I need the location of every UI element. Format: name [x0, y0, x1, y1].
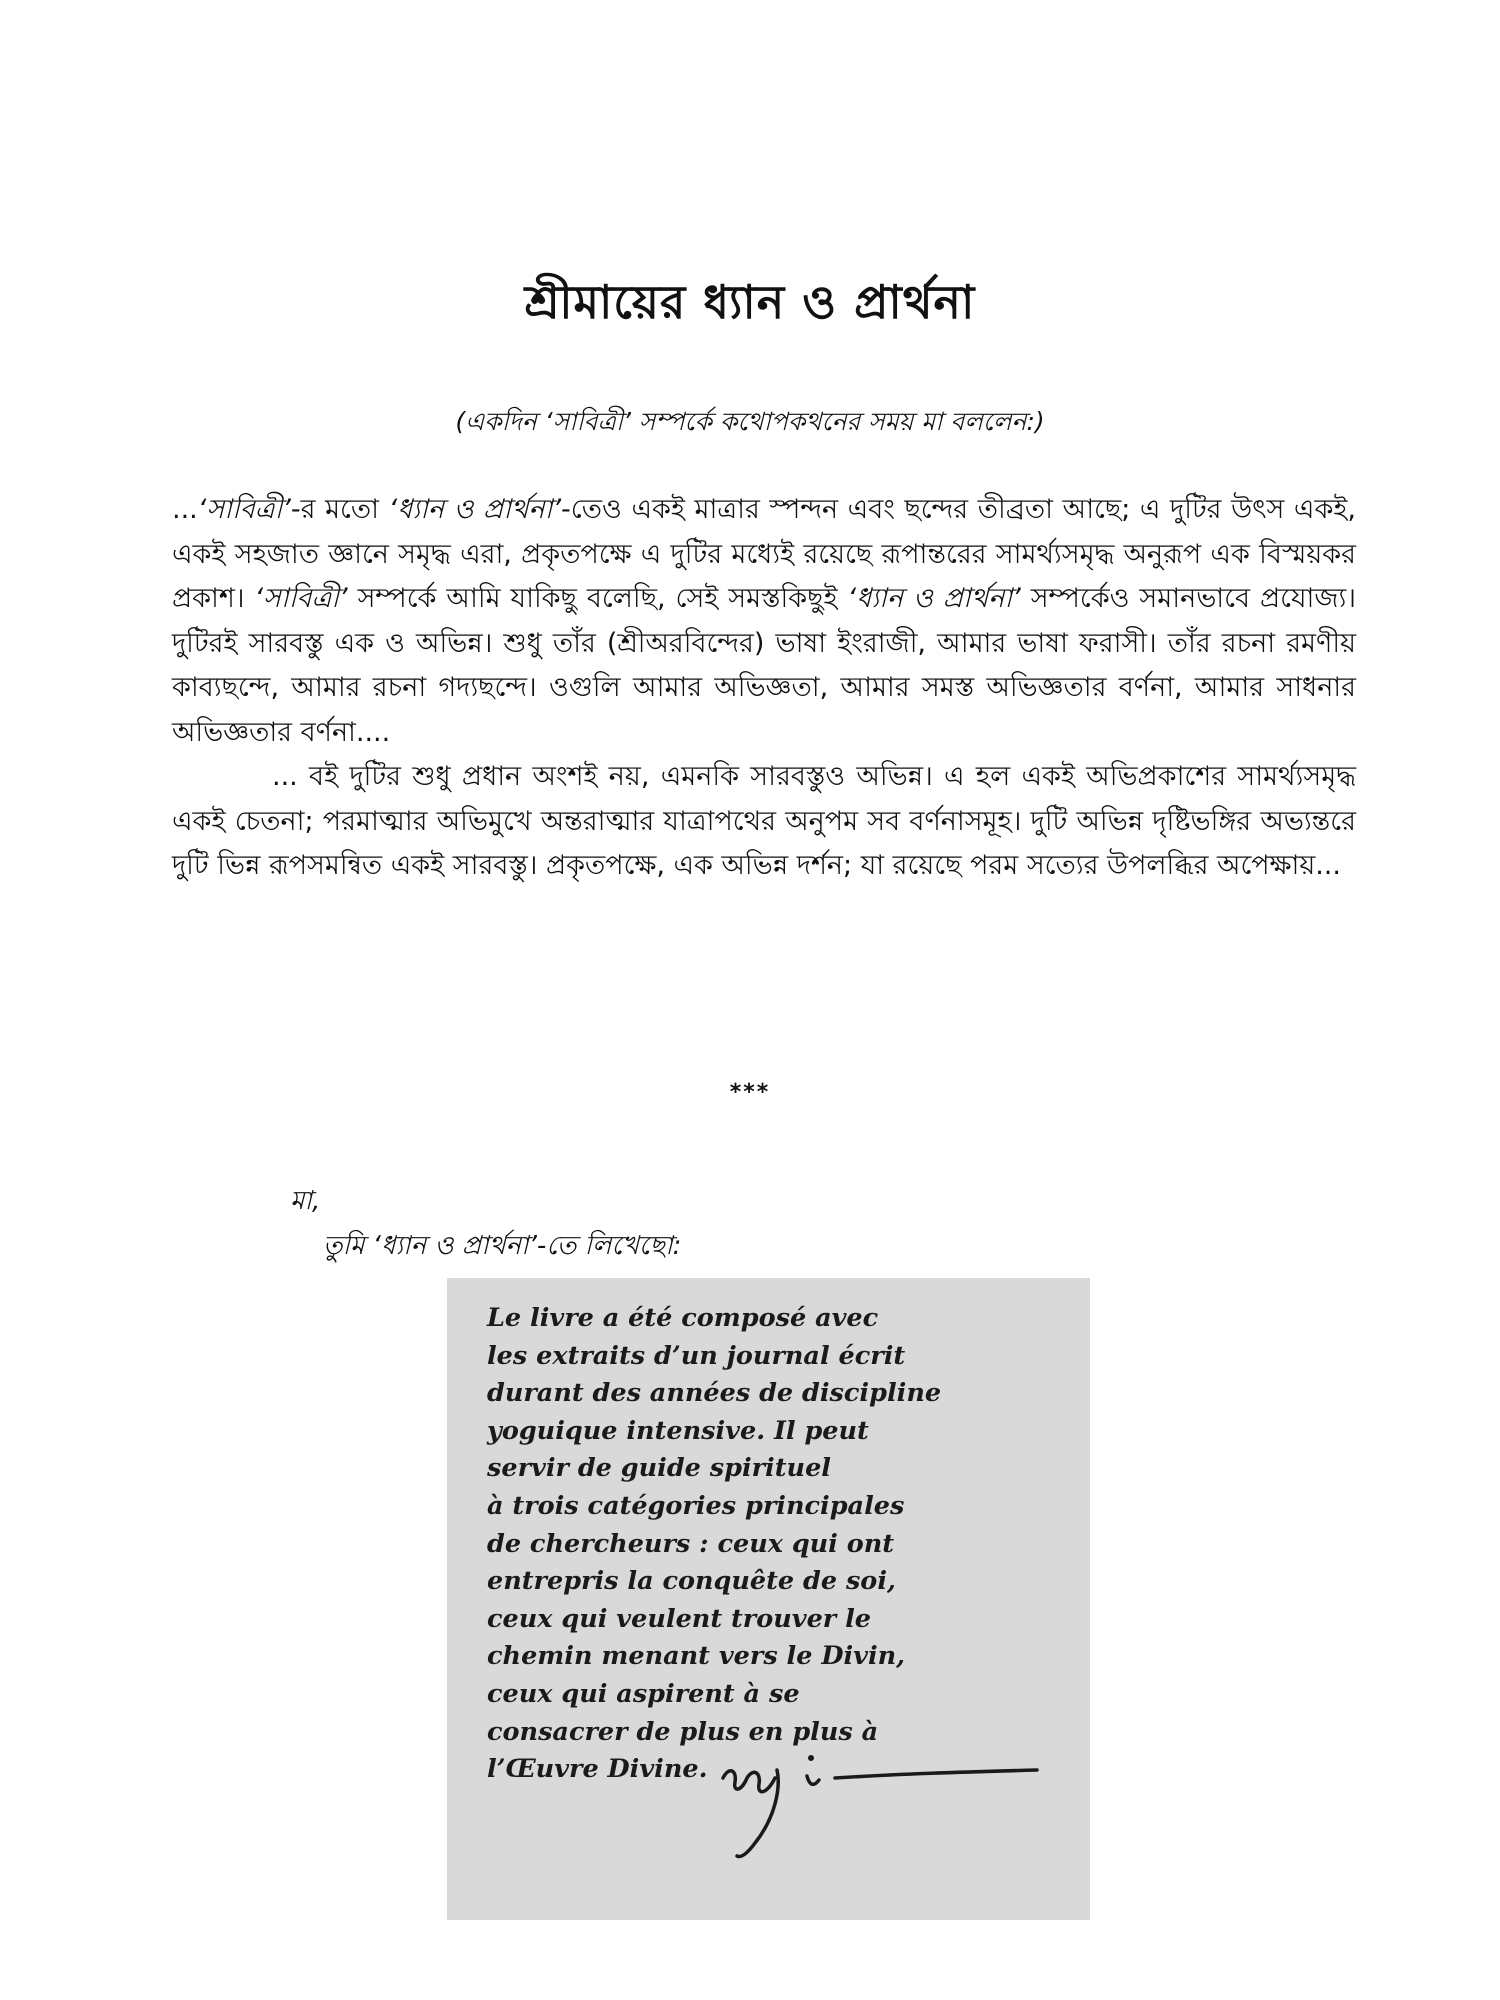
manuscript-line: l’Œuvre Divine. — [487, 1754, 708, 1785]
manuscript-line: de chercheurs : ceux qui ont — [487, 1528, 895, 1559]
paragraph-1-text-1: -র মতো — [290, 494, 389, 525]
paragraph-2: ... বই দুটির শুধু প্রধান অংশই নয়, এমনকি সারবস্তুও অভিন্ন। এ হল একই অভিপ্রকাশের সামর্থ্যসমৃদ্ধ একই চেতনা; পরমাত্মার অভিমুখে অন্তরাত্মার যাত্রাপথের অনুপম সব বর্ণনাসমূহ। দুটি অভিন্ন দৃষ্টিভঙ্গির অভ্যন্তরে দুটি ভিন্ন রূপসমন্বিত একই সারবস্তু। প্রকৃতপক্ষে, এক অভিন্ন দর্শন; যা রয়েছে পরম সত্যের উপলব্ধির অপেক্ষায়... — [172, 761, 1356, 881]
manuscript-line: yoguique intensive. Il peut — [487, 1415, 869, 1446]
manuscript-line: durant des années de discipline — [487, 1378, 942, 1409]
section-separator: *** — [729, 1080, 771, 1105]
manuscript-line: entrepris la conquête de soi, — [487, 1566, 896, 1597]
signature-mark — [715, 1748, 1045, 1868]
paragraph-1-em-1: ‘সাবিত্রী’ — [197, 494, 291, 525]
page-subtitle: (একদিন ‘সাবিত্রী’ সম্পর্কে কথোপকথনের সময় মা বললেন:) — [455, 407, 1045, 436]
body-text — [172, 488, 1356, 889]
manuscript-line: Le livre a été composé avec — [487, 1303, 879, 1333]
paragraph-1-text-3: সম্পর্কে আমি যাকিছু বলেছি, সেই সমস্তকিছুই — [347, 583, 848, 614]
paragraph-1-em-2: ‘ধ্যান ও প্রার্থনা’ — [388, 494, 562, 525]
manuscript-line: les extraits d’un journal écrit — [487, 1340, 906, 1371]
paragraph-1-lead: ... — [172, 494, 198, 525]
paragraph-1-text-2: -তেও একই মাত্রার স্পন্দন এবং ছন্দের তীব্রতা আছে; এ দুটির উৎস একই, একই সহজাত জ্ঞানে সমৃদ্ধ এরা, প্রকৃতপক্ষে এ দুটির মধ্যেই রয়েছে রূপান্তরের সামর্থ্যসমৃদ্ধ অনুরূপ এক বিস্ময়কর প্রকাশ। — [172, 494, 1356, 614]
salutation: মা, — [290, 1186, 321, 1216]
paragraph-1-text-4: সম্পর্কেও সমানভাবে প্রযোজ্য। দুটিরই সারবস্তু এক ও অভিন্ন। শুধু তাঁর (শ্রীঅরবিন্দের) ভাষা ইংরাজী, আমার ভাষা ফরাসী। তাঁর রচনা রমণীয় কাব্যছন্দে, আমার রচনা গদ্যছন্দে। ওগুলি আমার অভিজ্ঞতা, আমার সমস্ত অভিজ্ঞতার বর্ণনা, আমার সাধনার অভিজ্ঞতার বর্ণনা.... — [172, 583, 1356, 748]
page-title: শ্রীমায়ের ধ্যান ও প্রার্থনা — [524, 275, 976, 329]
manuscript-line: chemin menant vers le Divin, — [487, 1641, 906, 1672]
manuscript-intro-line: তুমি ‘ধ্যান ও প্রার্থনা’-তে লিখেছো: — [323, 1231, 682, 1261]
manuscript-line: à trois catégories principales — [487, 1490, 905, 1521]
paragraph-1-em-4: ‘ধ্যান ও প্রার্থনা’ — [847, 583, 1021, 614]
manuscript-line: ceux qui veulent trouver le — [487, 1603, 872, 1634]
manuscript-line: consacrer de plus en plus à — [487, 1716, 879, 1747]
paragraph-1 — [172, 488, 1356, 755]
manuscript-line: ceux qui aspirent à se — [487, 1678, 800, 1709]
manuscript-line: servir de guide spirituel — [487, 1453, 831, 1484]
handwritten-manuscript-image — [447, 1278, 1090, 1920]
paragraph-1-em-3: ‘সাবিত্রী’ — [254, 583, 348, 614]
